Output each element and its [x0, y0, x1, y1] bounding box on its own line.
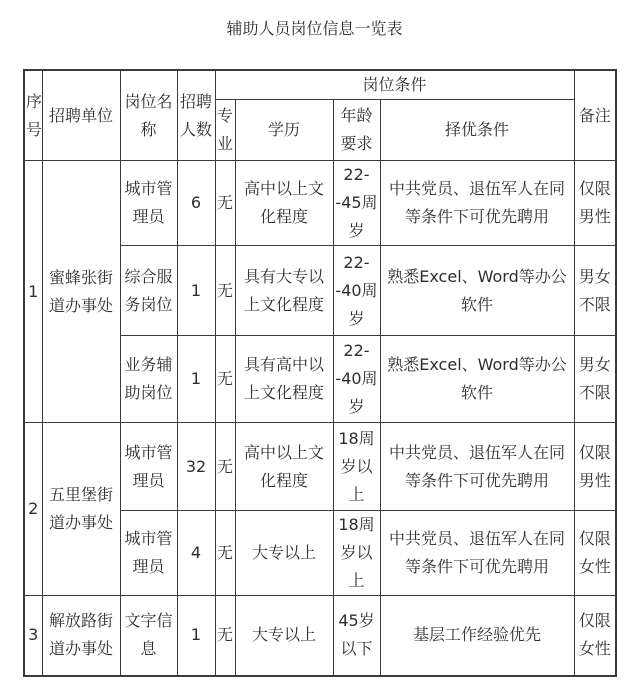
cell-serial: 1 — [24, 161, 42, 423]
cell-education: 大专以上 — [235, 511, 333, 596]
positions-table — [23, 69, 617, 677]
cell-position: 文字信息 — [120, 596, 177, 676]
header-remark: 备注 — [574, 70, 616, 161]
cell-education: 高中以上文化程度 — [235, 161, 333, 246]
cell-position: 业务辅助岗位 — [120, 336, 177, 423]
cell-education: 大专以上 — [235, 596, 333, 676]
table-row — [24, 596, 616, 676]
cell-age: 22--40周岁 — [333, 336, 380, 423]
cell-serial: 3 — [24, 596, 42, 676]
cell-headcount: 1 — [177, 336, 215, 423]
cell-remark: 男女不限 — [574, 336, 616, 423]
cell-major: 无 — [215, 161, 235, 246]
cell-education: 具有高中以上文化程度 — [235, 336, 333, 423]
header-major: 专业 — [215, 100, 235, 161]
cell-age: 18周岁以上 — [333, 511, 380, 596]
cell-headcount: 32 — [177, 423, 215, 511]
cell-position: 城市管理员 — [120, 161, 177, 246]
cell-position: 城市管理员 — [120, 511, 177, 596]
cell-major: 无 — [215, 423, 235, 511]
cell-education: 高中以上文化程度 — [235, 423, 333, 511]
cell-major: 无 — [215, 596, 235, 676]
cell-preferred: 基层工作经验优先 — [380, 596, 574, 676]
header-row-1 — [24, 70, 616, 100]
cell-unit: 五里堡街道办事处 — [42, 423, 120, 596]
cell-unit: 蜜蜂张街道办事处 — [42, 161, 120, 423]
header-position: 岗位名称 — [120, 70, 177, 161]
cell-unit: 解放路街道办事处 — [42, 596, 120, 676]
cell-preferred: 中共党员、退伍军人在同等条件下可优先聘用 — [380, 161, 574, 246]
header-preferred: 择优条件 — [380, 100, 574, 161]
cell-major: 无 — [215, 246, 235, 336]
cell-headcount: 6 — [177, 161, 215, 246]
cell-position: 综合服务岗位 — [120, 246, 177, 336]
header-unit: 招聘单位 — [42, 70, 120, 161]
table-row — [24, 423, 616, 511]
cell-preferred: 熟悉Excel、Word等办公软件 — [380, 336, 574, 423]
header-serial: 序号 — [24, 70, 42, 161]
cell-education: 具有大专以上文化程度 — [235, 246, 333, 336]
header-headcount: 招聘人数 — [177, 70, 215, 161]
cell-headcount: 1 — [177, 596, 215, 676]
header-conditions-group: 岗位条件 — [215, 70, 574, 100]
cell-preferred: 熟悉Excel、Word等办公软件 — [380, 246, 574, 336]
cell-age: 22--45周岁 — [333, 161, 380, 246]
cell-major: 无 — [215, 511, 235, 596]
header-age: 年龄要求 — [333, 100, 380, 161]
cell-remark: 仅限女性 — [574, 511, 616, 596]
cell-remark: 仅限男性 — [574, 161, 616, 246]
cell-remark: 仅限女性 — [574, 596, 616, 676]
cell-remark: 男女不限 — [574, 246, 616, 336]
cell-major: 无 — [215, 336, 235, 423]
cell-headcount: 1 — [177, 246, 215, 336]
cell-preferred: 中共党员、退伍军人在同等条件下可优先聘用 — [380, 511, 574, 596]
cell-age: 45岁以下 — [333, 596, 380, 676]
page-title: 辅助人员岗位信息一览表 — [226, 19, 403, 38]
cell-position: 城市管理员 — [120, 423, 177, 511]
cell-age: 18周岁以上 — [333, 423, 380, 511]
cell-serial: 2 — [24, 423, 42, 596]
table-row — [24, 161, 616, 246]
cell-preferred: 中共党员、退伍军人在同等条件下可优先聘用 — [380, 423, 574, 511]
cell-age: 22--40周岁 — [333, 246, 380, 336]
cell-remark: 仅限男性 — [574, 423, 616, 511]
header-education: 学历 — [235, 100, 333, 161]
cell-headcount: 4 — [177, 511, 215, 596]
